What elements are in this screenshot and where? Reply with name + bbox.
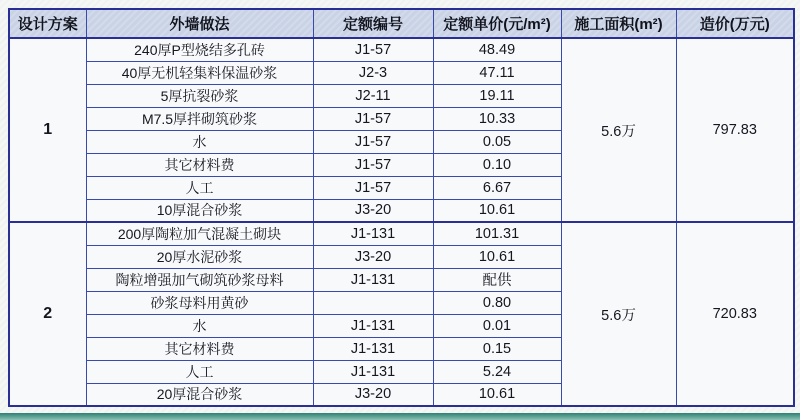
unit-price-cell: 101.31 — [433, 222, 561, 245]
header-construction-area: 施工面积(m²) — [561, 9, 676, 38]
construction-area-cell: 5.6万 — [561, 38, 676, 222]
wall-method-cell: 20厚混合砂浆 — [86, 383, 313, 406]
unit-price-cell: 10.33 — [433, 107, 561, 130]
unit-price-cell: 6.67 — [433, 176, 561, 199]
quota-code-cell: J1-57 — [313, 176, 433, 199]
header-design-scheme: 设计方案 — [9, 9, 86, 38]
table-body — [9, 38, 794, 406]
header-quota-code: 定额编号 — [313, 9, 433, 38]
unit-price-cell: 0.01 — [433, 314, 561, 337]
quota-code-cell: J1-57 — [313, 130, 433, 153]
quota-code-cell: J2-11 — [313, 84, 433, 107]
table-row — [9, 222, 794, 245]
wall-method-cell: 40厚无机轻集料保温砂浆 — [86, 61, 313, 84]
wall-method-cell: M7.5厚拌砌筑砂浆 — [86, 107, 313, 130]
scan-edge-artifact — [0, 413, 800, 420]
wall-method-cell: 200厚陶粒加气混凝土砌块 — [86, 222, 313, 245]
wall-method-cell: 水 — [86, 130, 313, 153]
unit-price-cell: 0.10 — [433, 153, 561, 176]
quota-code-cell: J1-131 — [313, 360, 433, 383]
unit-price-cell: 0.05 — [433, 130, 561, 153]
wall-method-cell: 5厚抗裂砂浆 — [86, 84, 313, 107]
wall-method-cell: 砂浆母料用黄砂 — [86, 291, 313, 314]
unit-price-cell: 47.11 — [433, 61, 561, 84]
unit-price-cell: 10.61 — [433, 245, 561, 268]
quota-code-cell: J1-131 — [313, 337, 433, 360]
quota-code-cell: J1-131 — [313, 222, 433, 245]
table-row — [9, 38, 794, 61]
header-cost: 造价(万元) — [676, 9, 794, 38]
quota-code-cell: J1-57 — [313, 107, 433, 130]
unit-price-cell: 19.11 — [433, 84, 561, 107]
total-cost-cell: 797.83 — [676, 38, 794, 222]
table-header-row — [9, 9, 794, 38]
quota-code-cell: J1-57 — [313, 153, 433, 176]
wall-method-cell: 20厚水泥砂浆 — [86, 245, 313, 268]
wall-method-cell: 其它材料费 — [86, 153, 313, 176]
quota-code-cell: J3-20 — [313, 199, 433, 222]
wall-method-cell: 10厚混合砂浆 — [86, 199, 313, 222]
quota-code-cell — [313, 291, 433, 314]
scheme-id-cell: 2 — [9, 222, 86, 406]
quota-code-cell: J1-131 — [313, 314, 433, 337]
unit-price-cell: 48.49 — [433, 38, 561, 61]
unit-price-cell: 10.61 — [433, 383, 561, 406]
unit-price-cell: 0.80 — [433, 291, 561, 314]
scheme-id-cell: 1 — [9, 38, 86, 222]
construction-area-cell: 5.6万 — [561, 222, 676, 406]
unit-price-cell: 5.24 — [433, 360, 561, 383]
unit-price-cell: 0.15 — [433, 337, 561, 360]
wall-method-cell: 陶粒增强加气砌筑砂浆母料 — [86, 268, 313, 291]
wall-method-cell: 240厚P型烧结多孔砖 — [86, 38, 313, 61]
unit-price-cell: 10.61 — [433, 199, 561, 222]
wall-method-cell: 人工 — [86, 176, 313, 199]
quota-code-cell: J1-57 — [313, 38, 433, 61]
quota-code-cell: J1-131 — [313, 268, 433, 291]
quota-code-cell: J3-20 — [313, 383, 433, 406]
wall-method-cell: 人工 — [86, 360, 313, 383]
unit-price-cell: 配供 — [433, 268, 561, 291]
quota-code-cell: J3-20 — [313, 245, 433, 268]
total-cost-cell: 720.83 — [676, 222, 794, 406]
header-unit-price: 定额单价(元/m²) — [433, 9, 561, 38]
wall-method-cell: 水 — [86, 314, 313, 337]
cost-comparison-table — [8, 8, 795, 407]
header-wall-method: 外墙做法 — [86, 9, 313, 38]
quota-code-cell: J2-3 — [313, 61, 433, 84]
wall-method-cell: 其它材料费 — [86, 337, 313, 360]
